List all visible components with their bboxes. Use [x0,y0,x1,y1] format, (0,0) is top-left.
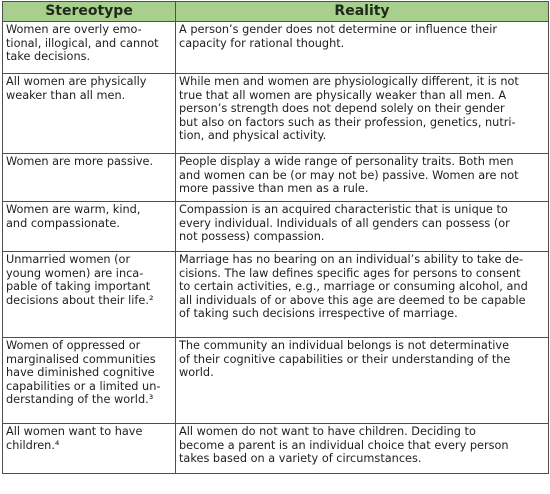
stereotype-reality-table [2,1,549,474]
document-page [2,1,548,474]
reality-cell: Marriage has no bearing on an individual’s ability to take de- cisions. The law defines specific ages for persons to consent to certain activities, e.g., marriage or consuming alcohol, and all individuals of or above this age are deemed to be capable of taking such decisions irrespective of marriage. [176,252,549,338]
reality-cell: People display a wide range of personality traits. Both men and women can be (or may not be) passive. Women are not more passive than men as a rule. [176,154,549,202]
table-header-row [3,2,549,22]
table-row [3,252,549,338]
stereotype-cell: Unmarried women (or young women) are inca- pable of taking important decisions about their life.² [3,252,176,338]
stereotype-cell: All women want to have children.⁴ [3,424,176,474]
reality-cell: All women do not want to have children. Deciding to become a parent is an individual choice that every person takes based on a variety of circumstances. [176,424,549,474]
reality-cell: While men and women are physiologically different, it is not true that all women are physically weaker than all men. A person’s strength does not depend solely on their gender but also on factors such as their profession, genetics, nutri- tion, and physical activity. [176,74,549,154]
table-row [3,424,549,474]
table-row [3,338,549,424]
reality-cell: Compassion is an acquired characteristic that is unique to every individual. Individuals of all genders can possess (or not possess) compassion. [176,202,549,252]
column-header-stereotype: Stereotype [3,2,176,22]
table-row [3,202,549,252]
table-row [3,154,549,202]
stereotype-cell: Women are overly emo- tional, illogical, and cannot take decisions. [3,22,176,74]
column-header-reality: Reality [176,2,549,22]
stereotype-cell: Women are warm, kind, and compassionate. [3,202,176,252]
stereotype-cell: All women are physically weaker than all men. [3,74,176,154]
reality-cell: The community an individual belongs is not determinative of their cognitive capabilities or their understanding of the world. [176,338,549,424]
table-row [3,74,549,154]
table-row [3,22,549,74]
stereotype-cell: Women are more passive. [3,154,176,202]
reality-cell: A person’s gender does not determine or influence their capacity for rational thought. [176,22,549,74]
stereotype-cell: Women of oppressed or marginalised communities have diminished cognitive capabilities or a limited un- derstanding of the world.³ [3,338,176,424]
